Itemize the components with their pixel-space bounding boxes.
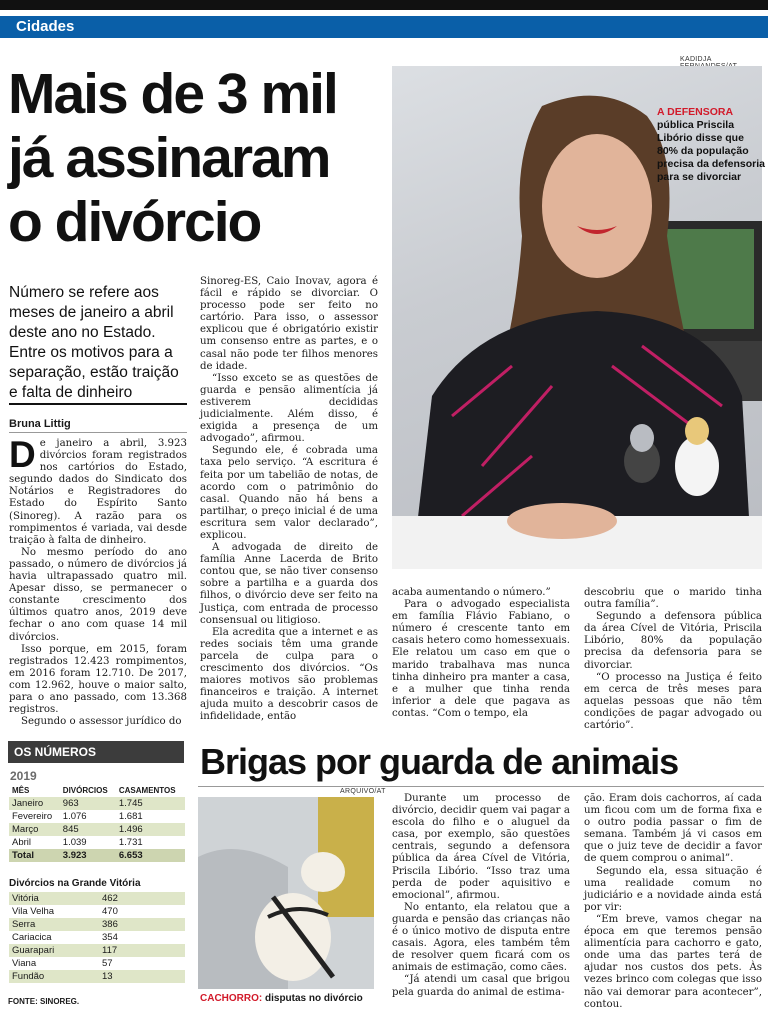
table-cell: Vila Velha — [12, 906, 55, 917]
table-row — [9, 905, 185, 918]
dog-caption — [200, 993, 363, 1004]
table-cell: Fundão — [9, 970, 99, 983]
dog-photo — [198, 797, 374, 989]
sidebar-column-a — [392, 793, 570, 999]
sidebar-column-b — [584, 793, 762, 1011]
table-cell: 1.039 — [62, 837, 87, 848]
headline-line: já assinaram — [8, 126, 330, 190]
table-cell: Guarapari — [9, 944, 99, 957]
article-column-1 — [9, 434, 187, 728]
paragraph: Segundo ele, é cobrada uma taxa pelo serviço. “A escritura é feita por um tabelião de notas, de acordo com o patrimônio do casal. Quando não há bens a partilhar, o preço inicial é de uma escritura sem valor declarado”, explicou. — [200, 445, 378, 541]
dog-illustration — [198, 797, 374, 989]
paragraph-text: e janeiro a abril, 3.923 divórcios foram registrados nos cartórios do Estado, segundo dados do Sindicato dos Notários e Registradores do Estado do Espírito Santo (Sinoreg). A razão para os rompimentos é variada, vai desde traição à falta de dinheiro. — [9, 438, 187, 546]
column-header: DIVÓRCIOS — [62, 786, 108, 795]
deck-rule — [9, 403, 187, 405]
headline-line: Mais de 3 mil — [8, 62, 337, 126]
table-cell: 6.653 — [116, 849, 185, 862]
table-cell: Abril — [12, 837, 32, 848]
paragraph: Durante um processo de divórcio, decidir quem vai pagar a escola do filho e o aluguel da casa, por exemplo, são questões centrais, segundo a defensora pública da área Cível de Vitória, Priscila Libório. “Isso traz uma perda de poder aquisitivo e emocional”, afirmou. — [392, 793, 570, 901]
table-row — [9, 810, 185, 823]
stats-year: 2019 — [10, 769, 37, 783]
table-row — [9, 918, 185, 931]
gv-title: Divórcios na Grande Vitória — [9, 878, 141, 889]
table-row — [9, 797, 185, 810]
photo-credit: ARQUIVO/AT — [340, 788, 386, 795]
paragraph — [9, 434, 187, 547]
table-cell: Total — [9, 849, 60, 862]
table-cell: Março — [9, 823, 60, 836]
table-cell: Janeiro — [9, 797, 60, 810]
paragraph: Segundo ela, essa situação é uma realidade comum no judiciário e a novidade ainda está por vir: — [584, 865, 762, 913]
article-column-4 — [584, 587, 762, 732]
byline: Bruna Littig — [9, 418, 187, 433]
table-cell: 1.496 — [116, 823, 185, 836]
section-header — [0, 16, 768, 38]
stats-title-bar — [8, 741, 184, 763]
table-cell: 354 — [102, 932, 118, 943]
table-row — [9, 823, 185, 836]
table-total-row — [9, 849, 185, 862]
caption-lead: A DEFENSORA — [657, 106, 734, 118]
paragraph: No entanto, ela relatou que a guarda e pensão das crianças não é o único motivo de disputa entre casais. Agora, eles também têm de resolver quem ficará com os animais de estimação, como cães. — [392, 901, 570, 974]
table-cell: 57 — [102, 958, 113, 969]
caption-text: pública Priscila Libório disse que 80% da população precisa da defensoria para se divorciar — [657, 119, 765, 183]
sidebar-headline: Brigas por guarda de animais — [200, 741, 679, 782]
paragraph: “Isso exceto se as questões de guarda e pensão alimentícia já estiverem decididas judicialmente. Além disso, é exigida a presença de um advogado”, afirmou. — [200, 372, 378, 445]
paragraph: descobriu que o marido tinha outra família”. — [584, 587, 762, 611]
paragraph: Para o advogado especialista em família Flávio Fabiano, o número é crescente tanto em casais hetero como homessexuais. Ele relatou um caso em que o marido trabalhava mas nunca tinha dinheiro pra manter a casa, e a mulher que tinha renda inferior a dele que pagava as contas. “Com o tempo, ela — [392, 599, 570, 719]
column-header: MÊS — [12, 786, 30, 795]
headline-rule — [198, 786, 764, 787]
table-cell: Fevereiro — [12, 811, 53, 822]
table-cell: 963 — [60, 797, 116, 810]
table-row — [9, 970, 185, 983]
table-cell: Serra — [9, 918, 99, 931]
paragraph: Sinoreg-ES, Caio Inovav, agora é fácil e rápido se divorciar. O processo pode ser feito no cartório. Para isso, o assessor explicou que é obrigatório existir um consenso entre as partes, e o casal não pode ter filhos menores de idade. — [200, 276, 378, 372]
table-row — [9, 836, 185, 849]
table-cell: 462 — [99, 892, 185, 905]
table-cell: 1.745 — [116, 797, 185, 810]
table-row — [9, 931, 185, 944]
table-header-row — [9, 784, 185, 797]
article-column-3 — [392, 587, 570, 720]
table-cell: 13 — [99, 970, 185, 983]
table-cell: 470 — [102, 906, 118, 917]
headline-line: o divórcio — [8, 190, 261, 254]
table-cell: 3.923 — [60, 849, 116, 862]
paragraph: Segundo o assessor jurídico do — [21, 716, 182, 728]
table-cell: 1.731 — [118, 837, 143, 848]
caption-lead: CACHORRO: — [200, 993, 263, 1004]
deck: Número se refere aos meses de janeiro a abril deste ano no Estado. Entre os motivos para a separação, estão traição e falta de dinheiro — [9, 284, 179, 401]
table-cell: Cariacica — [12, 932, 52, 943]
column-header: CASAMENTOS — [118, 786, 176, 795]
stats-title: OS NÚMEROS — [14, 745, 97, 759]
section-label: Cidades — [16, 18, 75, 35]
paragraph: Segundo a defensora pública da área Cível de Vitória, Priscila Libório, 80% da população precisa da defensoria para se divorciar. — [584, 611, 762, 671]
paragraph: “Em breve, vamos chegar na época em que teremos pensão alimentícia para cachorro e gato, onde uma das partes terá de ajudar nos custos dos pets. Às vezes brinco com colegas que isso não vai demorar para acontecer”, contou. — [584, 913, 762, 1010]
dropcap: D — [9, 434, 36, 475]
top-bar — [0, 0, 768, 10]
article-column-2 — [200, 276, 378, 723]
paragraph: ção. Eram dois cachorros, aí cada um ficou com um de forma fixa e o outro podia passar o fim de semana. Também já vi casos em que o juiz teve de decidir a favor de quem comprou o animal”. — [584, 793, 762, 865]
table-cell: Vitória — [9, 892, 99, 905]
paragraph: “Já atendi um casal que brigou pela guarda do animal de estima- — [392, 974, 570, 998]
table-cell: 1.076 — [62, 811, 87, 822]
photo-credit: KADIDJA — [680, 56, 712, 63]
table-cell: 1.681 — [118, 811, 143, 822]
table-row — [9, 892, 185, 905]
paragraph: A advogada de direito de família Anne Lacerda de Brito contou que, se não tiver consenso sobre a partilha e a guarda dos filhos, o divórcio deve ser feito na Justiça, com entrada de processo consensual ou litigioso. — [200, 542, 378, 626]
table-row — [9, 944, 185, 957]
paragraph: “O processo na Justiça é feito em cerca de três meses para aquelas pessoas que não têm condições de pagar advogado ou cartório”. — [584, 671, 762, 732]
headline — [8, 62, 388, 254]
table-row — [9, 957, 185, 970]
caption-text: disputas no divórcio — [265, 993, 363, 1004]
table-cell: 845 — [60, 823, 116, 836]
paragraph: acaba aumentando o número.” — [392, 587, 551, 598]
paragraph: Isso porque, em 2015, foram registrados 12.423 rompimentos, em 2016 foram 12.710. De 2017, com 12.962, houve o maior salto, para o ano passado, com 13.368 registros. — [9, 643, 187, 716]
paragraph: No mesmo período do ano passado, o número de divórcios já havia ultrapassado quatro mil. Apesar disso, se permanecer o constante crescimento dos últimos quatro anos, 2019 deve fechar o ano com quase 14 mil divórcios. — [9, 546, 187, 643]
table-cell: 386 — [99, 918, 185, 931]
table-cell: Viana — [12, 958, 37, 969]
stats-source: FONTE: SINOREG. — [8, 997, 80, 1006]
paragraph: Ela acredita que a internet e as redes sociais têm uma grande parcela de culpa para o crescimento dos divórcios. “Os maiores motivos são problemas financeiros e traição. A internet ajuda muito a descobrir casos de infidelidade, então — [200, 626, 378, 723]
photo-caption — [657, 106, 765, 184]
table-cell: 117 — [99, 944, 185, 957]
gv-table — [9, 892, 185, 983]
monthly-table — [9, 784, 185, 862]
